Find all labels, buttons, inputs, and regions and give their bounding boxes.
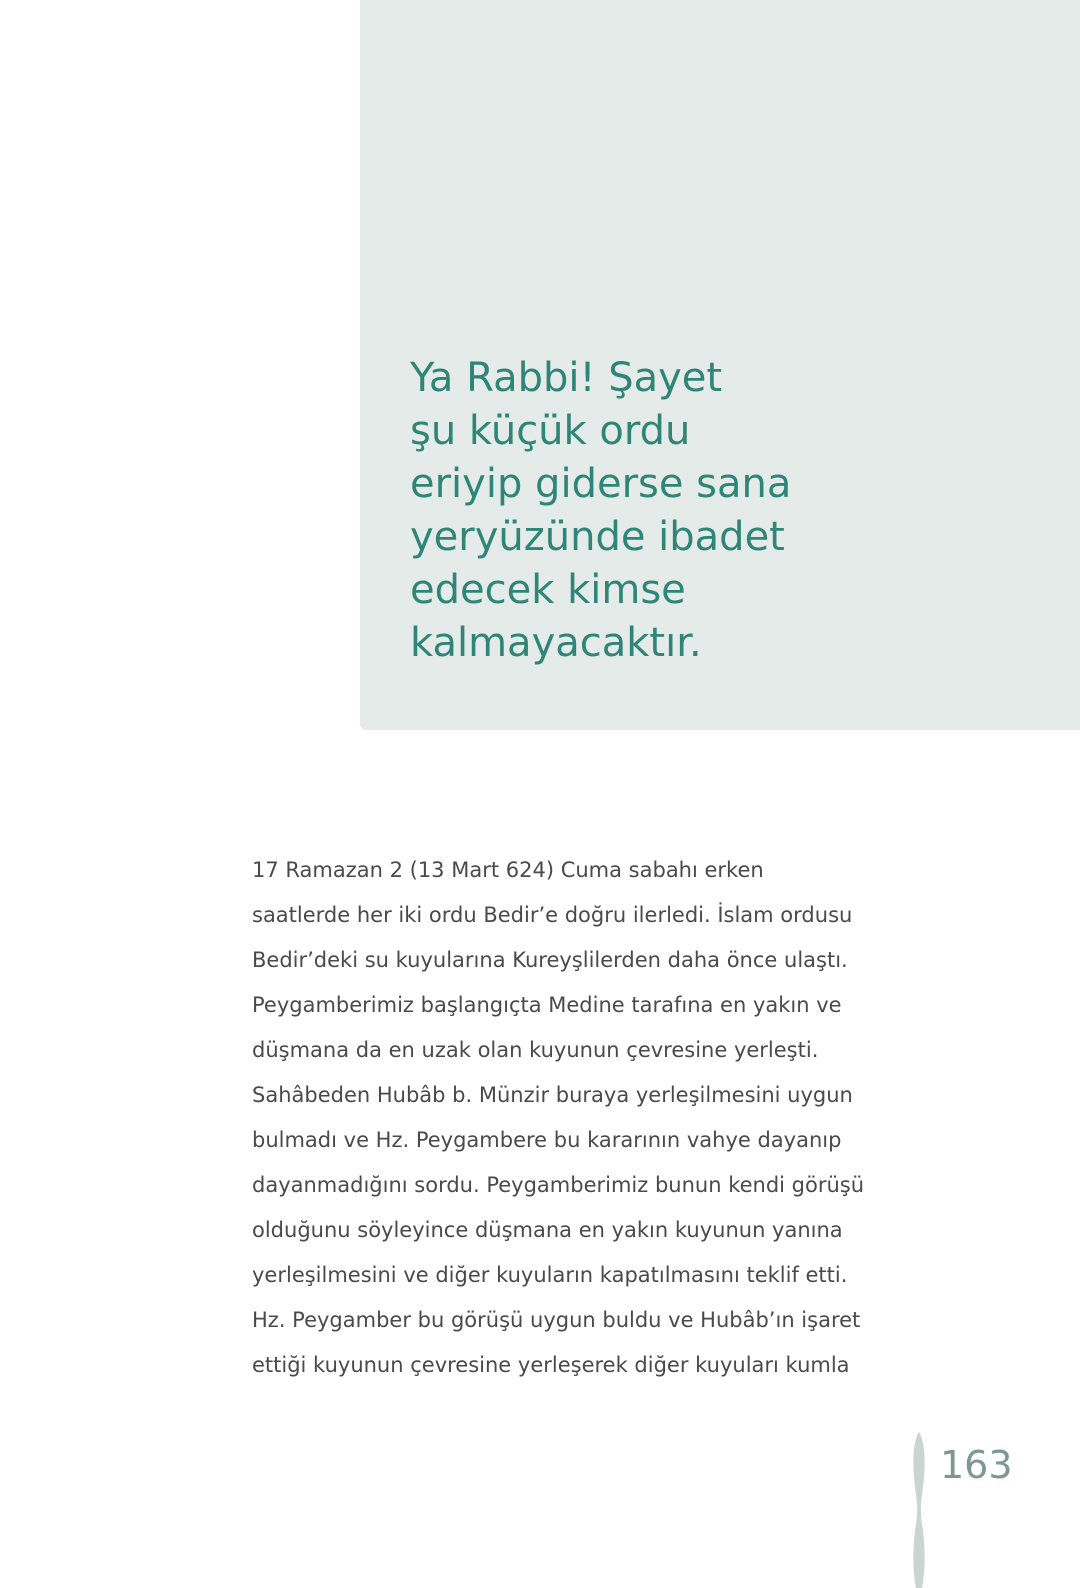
quote-line: edecek kimse (410, 567, 686, 613)
quote-line: eriyip giderse sana (410, 461, 792, 507)
body-line: düşmana da en uzak olan kuyunun çevresine yerleşti. (252, 1038, 819, 1062)
page-ornament-icon (908, 1432, 930, 1588)
body-line: Peygamberimiz başlangıçta Medine tarafına en yakın ve (252, 993, 842, 1017)
body-line: bulmadı ve Hz. Peygambere bu kararının vahye dayanıp (252, 1128, 842, 1152)
body-line: yerleşilmesini ve diğer kuyuların kapatılmasını teklif etti. (252, 1263, 848, 1287)
quote-line: Ya Rabbi! Şayet (410, 355, 723, 401)
body-line: saatlerde her iki ordu Bedir’e doğru ilerledi. İslam ordusu (252, 903, 853, 927)
body-line: Bedir’deki su kuyularına Kureyşlilerden daha önce ulaştı. (252, 948, 848, 972)
quote-line: kalmayacaktır. (410, 620, 702, 666)
body-line: 17 Ramazan 2 (13 Mart 624) Cuma sabahı erken (252, 858, 764, 882)
body-line: olduğunu söyleyince düşmana en yakın kuyunun yanına (252, 1218, 843, 1242)
page-number: 163 (940, 1443, 1013, 1487)
body-line: Sahâbeden Hubâb b. Münzir buraya yerleşilmesini uygun (252, 1083, 853, 1107)
quote-line: yeryüzünde ibadet (410, 514, 785, 560)
body-line: ettiği kuyunun çevresine yerleşerek diğer kuyuları kumla (252, 1353, 850, 1377)
pull-quote (410, 352, 870, 670)
ornament-shape (913, 1432, 924, 1588)
quote-line: şu küçük ordu (410, 408, 691, 454)
body-paragraph (252, 848, 912, 1388)
body-line: Hz. Peygamber bu görüşü uygun buldu ve Hubâb’ın işaret (252, 1308, 861, 1332)
body-line: dayanmadığını sordu. Peygamberimiz bunun kendi görüşü (252, 1173, 865, 1197)
